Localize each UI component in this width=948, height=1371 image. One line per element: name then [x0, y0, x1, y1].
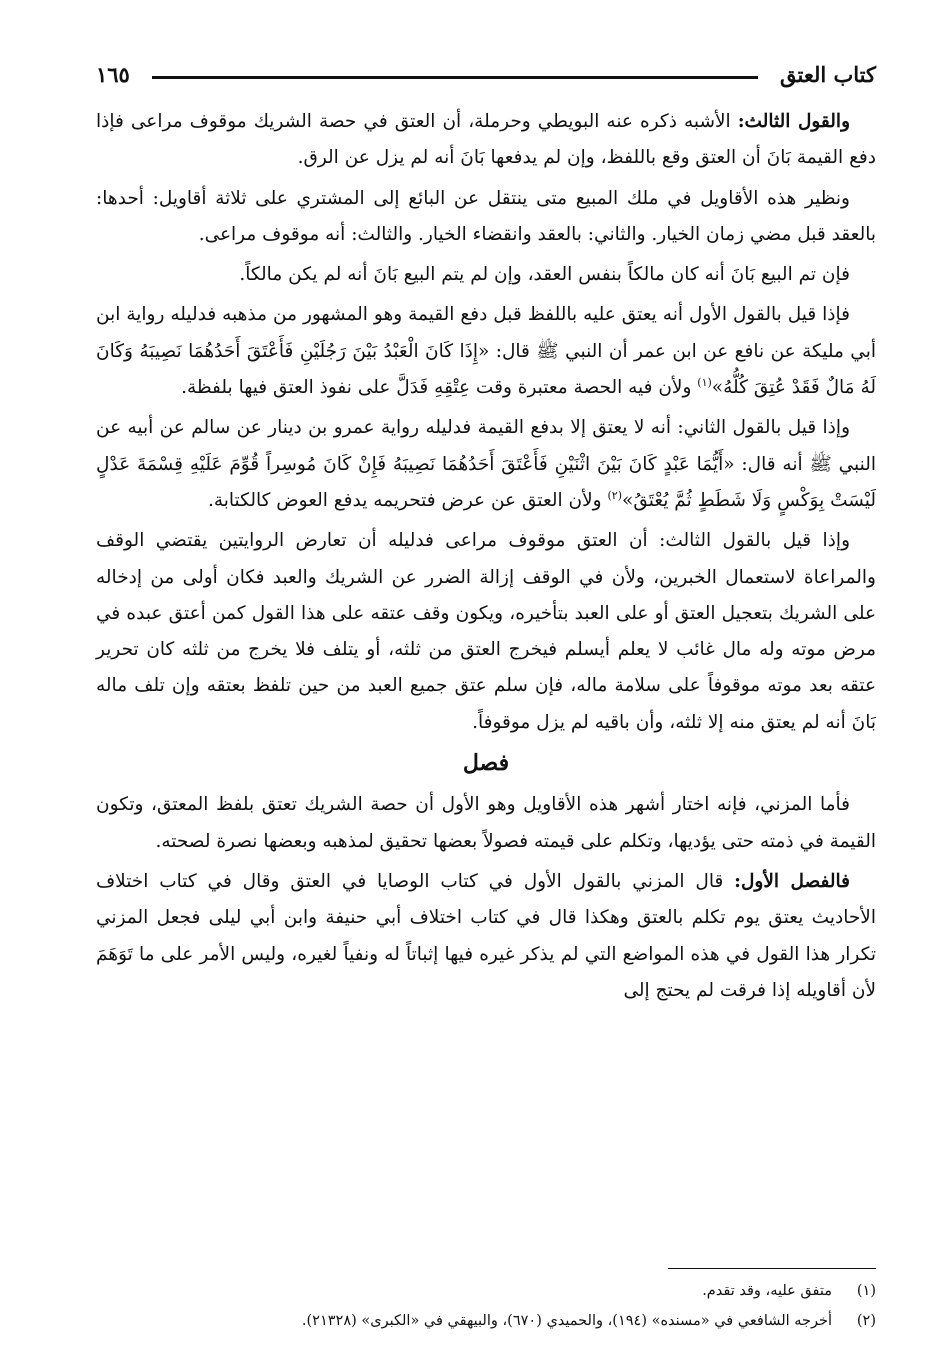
- page-header: [96, 54, 876, 94]
- paragraph-tail: ولأن العتق عن عرض فتحريمه يدفع العوض كالكتابة.: [207, 489, 608, 511]
- paragraph: [96, 104, 876, 177]
- paragraph-text: الأشبه ذكره عنه البويطي وحرملة، أن العتق في حصة الشريك موقوف مراعى فإذا دفع القيمة بَانَ أن العتق وقع باللفظ، وإن لم يدفعها بَانَ أنه لم يزل عن الرق.: [96, 111, 876, 169]
- paragraph: [96, 864, 876, 1009]
- paragraph: [96, 297, 876, 406]
- paragraph-text: فإن تم البيع بَانَ أنه كان مالكاً بنفس العقد، وإن لم يتم البيع بَانَ أنه لم يكن مالكاً.: [239, 264, 850, 286]
- paragraph-lead: والقول الثالث:: [737, 111, 851, 132]
- paragraph: [96, 787, 876, 860]
- footnote-text: متفق عليه، وقد تقدم.: [702, 1283, 832, 1299]
- footnote-ref: (٢): [607, 488, 623, 502]
- footnote-ref: (١): [697, 375, 712, 389]
- footnote: [96, 1276, 876, 1306]
- paragraph: [96, 257, 876, 293]
- section-title: فصل: [462, 750, 510, 777]
- running-title: كتاب العتق: [779, 61, 876, 87]
- paragraph-lead: فالفصل الأول:: [734, 870, 850, 892]
- footnote-number: (٢): [856, 1313, 876, 1329]
- paragraph: [96, 181, 876, 254]
- paragraph-text: وإذا قيل بالقول الثاني: أنه لا يعتق إلا بدفع القيمة فدليله رواية عمرو بن دينار عن سالم عن أبيه عن النبي ﷺ أنه قال: «أَيُّمَا عَبْدٍ كَانَ بَيْنَ اثْنَيْنِ فَأَعْتَقَ أَحَدُهُمَا نَصِيبَهُ فَإِنْ كَانَ مُوسِراً قُوِّمَ عَلَيْهِ قِسْمَةَ عَدْلٍ لَيْسَتْ بِوَكْسٍ وَلَا شَطَطٍ ثُمَّ يُعْتَقُ»: [96, 417, 876, 511]
- footnote-number: (١): [856, 1283, 876, 1299]
- paragraph: [96, 523, 876, 741]
- paragraph-text: فإذا قيل بالقول الأول أنه يعتق عليه باللفظ قبل دفع القيمة وهو المشهور من مذهبه فدليله رواية ابن أبي مليكة عن نافع عن ابن عمر أن النبي ﷺ قال: «إِذَا كَانَ الْعَبْدُ بَيْنَ رَجُلَيْنِ فَأَعْتَقَ أَحَدُهُمَا نَصِيبَهُ وَكَانَ لَهُ مَالٌ فَقَدْ عُتِقَ كُلُّهُ»: [96, 304, 876, 399]
- paragraph: [96, 410, 876, 519]
- paragraph-text: قال المزني بالقول الأول في كتاب الوصايا في العتق وقال في كتاب اختلاف الأحاديث يعتق يوم تكلم بالعتق وهكذا قال في كتاب اختلاف أبي حنيفة وابن أبي ليلى فجعل المزني تكرار هذا القول في هذه المواضع التي لم يذكر غيره فيها إثباتاً له ونفياً لغيره، وليس الأمر على ما تَوَهَمَ لأن أقاويله إذا فرقت لم يحتج إلى: [96, 870, 876, 1001]
- paragraph-text: ونظير هذه الأقاويل في ملك المبيع متى ينتقل عن البائع إلى المشتري على ثلاثة أقاويل: أحدها: بالعقد قبل مضي زمان الخيار. والثاني: بالعقد وانقضاء الخيار. والثالث: أنه موقوف مراعى.: [96, 187, 876, 245]
- paragraph-text: فأما المزني، فإنه اختار أشهر هذه الأقاويل وهو الأول أن حصة الشريك تعتق بلفظ المعتق، وتكون القيمة في ذمته حتى يؤديها، وتكلم على قيمته فصولاً بعضها تحقيق لمذهبه وبعضها نصرة لصحته.: [96, 794, 876, 852]
- page-number: ١٦٥: [96, 61, 130, 87]
- paragraph-tail: ولأن فيه الحصة معتبرة وقت عِتْقِهِ فَدَلَّ على نفوذ العتق فيها بلفظة.: [181, 377, 698, 399]
- footnote: [96, 1306, 876, 1336]
- main-text: [96, 104, 876, 1013]
- header-rule: [152, 76, 758, 79]
- footnote-text: أخرجه الشافعي في «مسنده» (١٩٤)، والحميدي (٦٧٠)، والبيهقي في «الكبرى» (٢١٣٢٨).: [301, 1313, 832, 1329]
- footnotes: [96, 1276, 876, 1336]
- paragraph-text: وإذا قيل بالقول الثالث: أن العتق موقوف مراعى فدليله أن تعارض الروايتين يقتضي الوقف والمراعاة لاستعمال الخبرين، ولأن في الوقف إزالة الضرر عن الشريك والعبد فكان أولى من إدخاله على الشريك بتعجيل العتق أو على العبد بتأخيره، ويكون وقف عتقه على هذا القول كمن أعتق عبده في مرض موته وله مال غائب لا يعلم أيسلم فيخرج العتق من ثلثه، أو يتلف فلا يخرج من ثلثه كان تحرير عتقه بعد موته موقوفاً على سلامة ماله، فإن سلم عتق جميع العبد من حين تلفظ بعتقه وإن تلف ماله بَانَ أنه لم يعتق منه إلا ثلثه، وأن باقيه لم يزل موقوفاً.: [96, 530, 876, 733]
- footnote-separator: [668, 1268, 876, 1269]
